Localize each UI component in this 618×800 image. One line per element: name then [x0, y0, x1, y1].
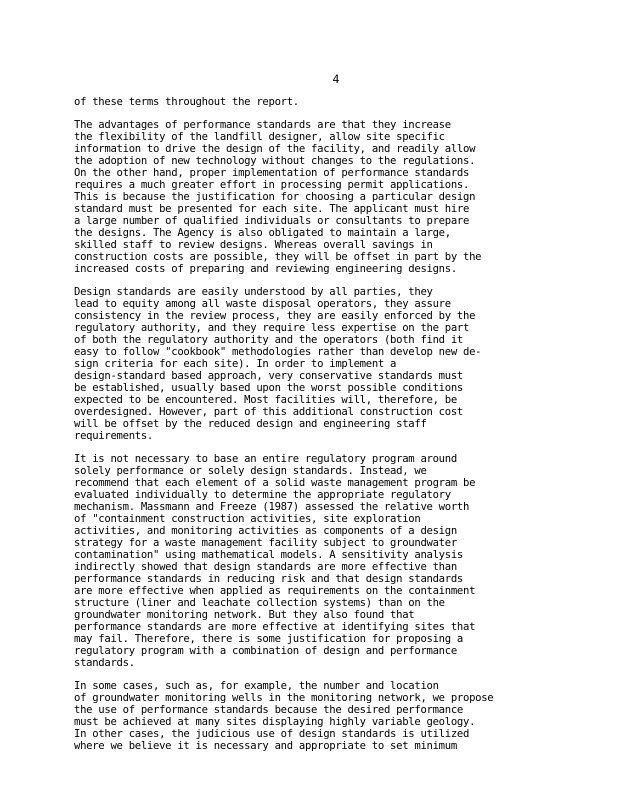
text-line: increased costs of preparing and reviewing engineering designs. — [74, 263, 457, 275]
paragraph — [74, 119, 574, 275]
text-line: regulatory authority, and they require less expertise on the part — [74, 322, 470, 334]
text-line: requirements. — [74, 430, 154, 442]
text-line: The advantages of performance standards are that they increase — [74, 119, 451, 131]
text-line: of these terms throughout the report. — [74, 96, 299, 108]
text-line: where we believe it is necessary and appropriate to set minimum — [74, 740, 457, 752]
document-body — [74, 96, 574, 763]
text-line: In other cases, the judicious use of design standards is utilized — [74, 728, 470, 740]
text-line: requires a much greater effort in processing permit applications. — [74, 179, 470, 191]
text-line: the adoption of new technology without changes to the regulations. — [74, 155, 476, 167]
text-line: It is not necessary to base an entire regulatory program around — [74, 453, 457, 465]
text-line: groundwater monitoring network. But they also found that — [74, 609, 415, 621]
paragraph — [74, 680, 574, 752]
paragraph — [74, 96, 574, 108]
text-line: may fail. Therefore, there is some justification for proposing a — [74, 633, 463, 645]
text-line: On the other hand, proper implementation of performance standards — [74, 167, 470, 179]
text-line: easy to follow "cookbook" methodologies rather than develop new de- — [74, 346, 482, 358]
text-line: In some cases, such as, for example, the number and location — [74, 680, 439, 692]
text-line: strategy for a waste management facility subject to groundwater — [74, 537, 457, 549]
text-line: the use of performance standards because the desired performance — [74, 704, 463, 716]
text-line: design-standard based approach, very conservative standards must — [74, 370, 463, 382]
text-line: are more effective when applied as requirements on the containment — [74, 585, 476, 597]
text-line: consistency in the review process, they are easily enforced by the — [74, 310, 476, 322]
paragraph — [74, 453, 574, 669]
text-line: regulatory program with a combination of design and performance — [74, 645, 457, 657]
text-line: be established, usually based upon the worst possible conditions — [74, 382, 463, 394]
text-line: Design standards are easily understood by all parties, they — [74, 286, 433, 298]
text-line: mechanism. Massmann and Freeze (1987) assessed the relative worth — [74, 501, 470, 513]
text-line: will be offset by the reduced design and engineering staff — [74, 418, 427, 430]
text-line: information to drive the design of the facility, and readily allow — [74, 143, 476, 155]
text-line: standard must be presented for each site. The applicant must hire — [74, 203, 470, 215]
text-line: of "containment construction activities, site exploration — [74, 513, 421, 525]
text-line: construction costs are possible, they will be offset in part by the — [74, 251, 482, 263]
text-line: contamination" using mathematical models. A sensitivity analysis — [74, 549, 463, 561]
text-line: must be achieved at many sites displaying highly variable geology. — [74, 716, 476, 728]
text-line: sign criteria for each site). In order to implement a — [74, 358, 397, 370]
text-line: indirectly showed that design standards are more effective than — [74, 561, 457, 573]
text-line: lead to equity among all waste disposal operators, they assure — [74, 298, 451, 310]
text-line: the designs. The Agency is also obligated to maintain a large, — [74, 227, 451, 239]
text-line: activities, and monitoring activities as components of a design — [74, 525, 457, 537]
text-line: performance standards are more effective at identifying sites that — [74, 621, 476, 633]
text-line: the flexibility of the landfill designer, allow site specific — [74, 131, 445, 143]
text-line: skilled staff to review designs. Whereas overall savings in — [74, 239, 433, 251]
text-line: of both the regulatory authority and the operators (both find it — [74, 334, 463, 346]
text-line: expected to be encountered. Most facilities will, therefore, be — [74, 394, 457, 406]
text-line: performance standards in reducing risk and that design standards — [74, 573, 463, 585]
text-line: standards. — [74, 657, 135, 669]
text-line: of groundwater monitoring wells in the monitoring network, we propose — [74, 692, 494, 704]
text-line: solely performance or solely design standards. Instead, we — [74, 465, 427, 477]
text-line: overdesigned. However, part of this additional construction cost — [74, 406, 463, 418]
text-line: recommend that each element of a solid waste management program be — [74, 477, 476, 489]
paragraph — [74, 286, 574, 442]
text-line: structure (liner and leachate collection systems) than on the — [74, 597, 445, 609]
text-line: a large number of qualified individuals or consultants to prepare — [74, 215, 470, 227]
text-line: This is because the justification for choosing a particular design — [74, 191, 476, 203]
page-number: 4 — [332, 72, 340, 86]
text-line: evaluated individually to determine the appropriate regulatory — [74, 489, 451, 501]
